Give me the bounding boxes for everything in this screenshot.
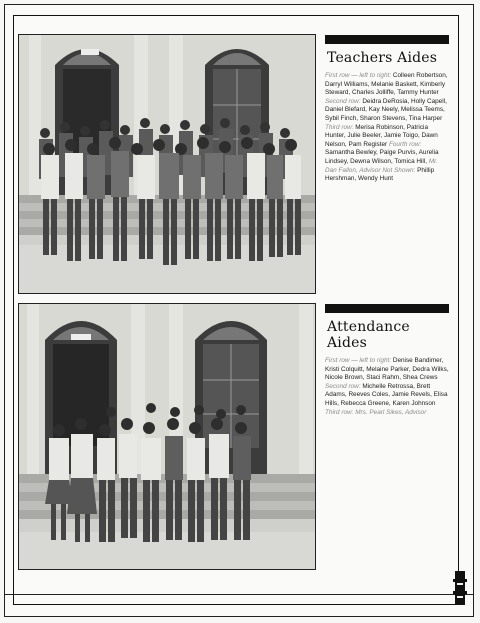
- caption-row-names: Colleen Robertson, Darryl Williams, Melanie Baskett, Kimberly Steward, Charles Jolliffe, Tammy Hunter: [325, 72, 448, 97]
- caption-row-names: Deidra DeRosia, Holly Capell, Daniel Blefard, Kay Neely, Melissa Teems, Sybil Finch, Sharon Stevens, Tina Harper: [325, 97, 447, 122]
- attendance-aides-heading-bar: [325, 304, 449, 313]
- teachers-aides-title: Teachers Aides: [327, 50, 438, 66]
- caption-row-label: Third row:: [325, 408, 356, 416]
- caption-row-names: Michelle Retrossa, Brett Adams, Reeves Coles, Jamie Revels, Elisa Hills, Rebecca Greene, Karen Johnson: [325, 382, 448, 407]
- teachers-aides-caption: [325, 72, 449, 184]
- caption-row-names: Phillip Hershman, Wendy Hunt: [325, 166, 435, 183]
- caption-row-label: Not Shown:: [382, 166, 418, 174]
- caption-row-label: Second row:: [325, 382, 363, 390]
- teachers-aides-heading-bar: [325, 35, 449, 44]
- caption-row-label: First row — left to right:: [325, 72, 393, 79]
- attendance-aides-title: Attendance Aides: [327, 319, 410, 351]
- caption-row-names: Denise Bandimer, Kristi Colquitt, Melaine Parker, Dedra Wilks, Nicole Brown, Staci Rahm, Shea Crews: [325, 357, 449, 382]
- caption-advisor: Mrs. Pearl Sikes, Advisor: [355, 408, 427, 416]
- caption-row-label: Fourth row:: [388, 140, 422, 148]
- attendance-aides-photo: [18, 303, 316, 570]
- attendance-aides-caption: [325, 357, 449, 417]
- caption-advisor: Mr. Dan Fallon, Advisor: [325, 157, 438, 174]
- caption-row-label: Second row:: [325, 97, 363, 105]
- bottom-rule: [4, 594, 474, 595]
- page-folio-ornament: [452, 569, 468, 607]
- caption-row-names: Merisa Robinson, Patricia Hunter, Julie Beeler, Jamie Toigo, Dawn Nelson, Pam Register: [325, 123, 438, 148]
- caption-row-label: First row — left to right:: [325, 357, 393, 364]
- caption-row-names: Samantha Bewley, Paige Purvis, Aurelia Lindsey, Dewna Wilson, Tomica Hill,: [325, 149, 439, 165]
- caption-row-label: Third row:: [325, 123, 356, 131]
- teachers-aides-photo: [18, 34, 316, 294]
